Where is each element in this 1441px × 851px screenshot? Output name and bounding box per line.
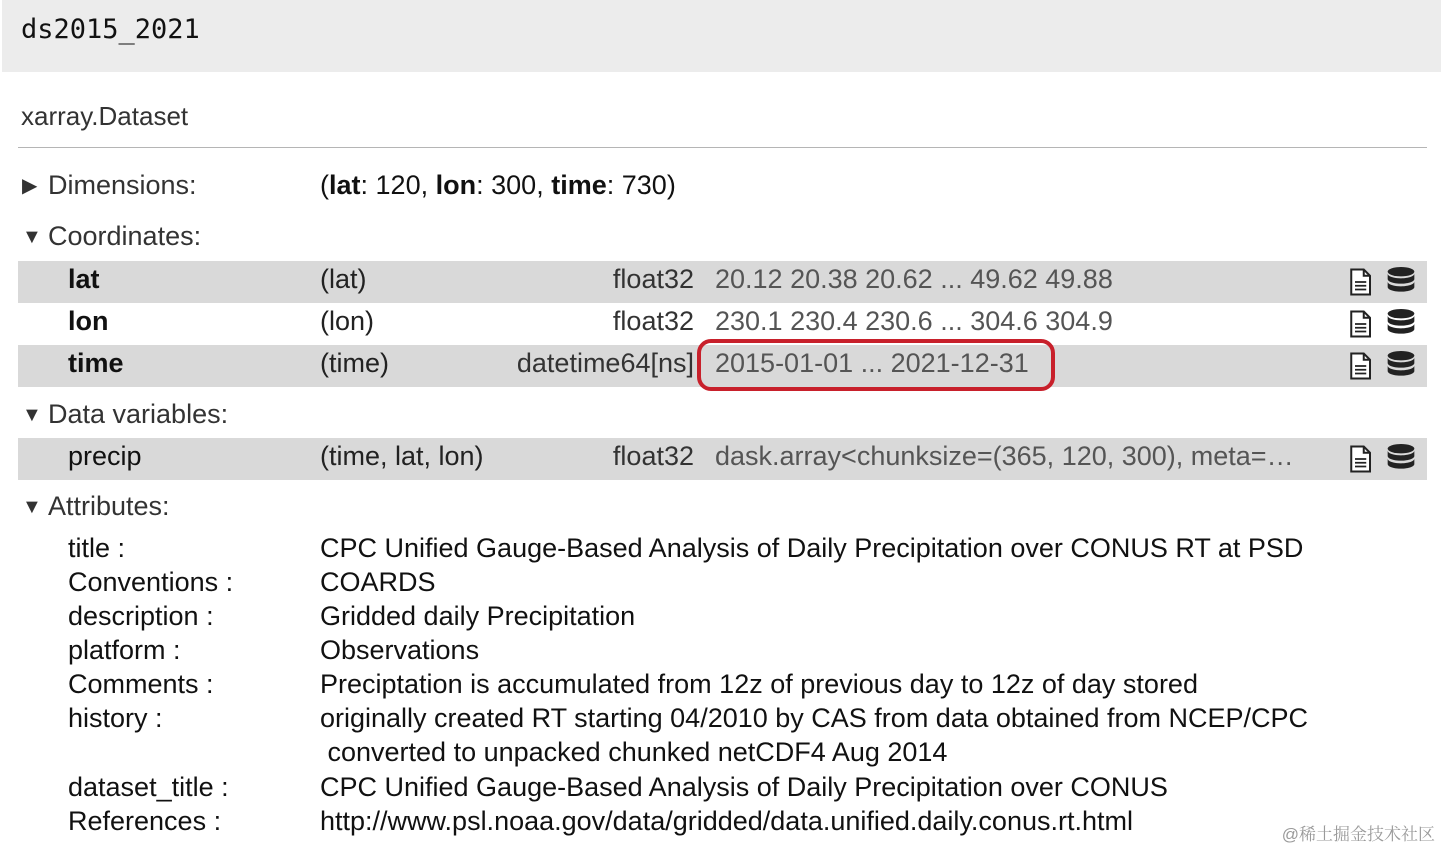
dim-sep: : <box>606 170 622 200</box>
var-icons <box>1345 349 1419 383</box>
doc-icon[interactable] <box>1345 444 1375 474</box>
dim-value: 300 <box>491 170 537 200</box>
var-dims: (time) <box>320 348 389 378</box>
doc-icon[interactable] <box>1345 309 1375 339</box>
dim-value: 730 <box>621 170 667 200</box>
var-dtype: float32 <box>612 441 694 471</box>
section-attributes-label: Attributes: <box>48 491 170 521</box>
section-attributes[interactable] <box>22 488 170 524</box>
section-dimensions[interactable] <box>22 167 197 203</box>
dim-name: lat <box>329 170 361 200</box>
attr-value: COARDS <box>320 567 436 597</box>
watermark: @稀土掘金技术社区 <box>1281 825 1435 844</box>
var-icons <box>1345 265 1419 299</box>
doc-icon[interactable] <box>1345 267 1375 297</box>
attr-value: CPC Unified Gauge-Based Analysis of Daily Precipitation over CONUS RT at PSD <box>320 533 1304 563</box>
var-dtype: float32 <box>612 306 694 336</box>
highlight-annotation <box>697 339 1055 391</box>
var-dtype: float32 <box>612 264 694 294</box>
doc-icon[interactable] <box>1345 351 1375 381</box>
var-name: precip <box>68 441 142 471</box>
attr-key: Comments : <box>68 669 214 699</box>
dim-name: time <box>551 170 607 200</box>
dims-close-paren: ) <box>666 170 676 200</box>
code-cell[interactable] <box>2 0 1441 72</box>
dim-sep: : <box>476 170 492 200</box>
database-icon[interactable] <box>1385 307 1417 339</box>
attr-key: history : <box>68 703 163 733</box>
var-name: lat <box>68 264 100 294</box>
var-icons <box>1345 442 1419 476</box>
code-text: ds2015_2021 <box>21 14 200 45</box>
dim-value: 120 <box>375 170 421 200</box>
database-icon[interactable] <box>1385 442 1417 474</box>
var-name: lon <box>68 306 109 336</box>
var-dims: (time, lat, lon) <box>320 441 484 471</box>
section-coordinates[interactable] <box>22 218 201 254</box>
attr-key: Conventions : <box>68 567 234 597</box>
attr-key: platform : <box>68 635 181 665</box>
collapse-arrow-icon: ▼ <box>22 404 42 426</box>
section-data-variables[interactable] <box>22 396 228 432</box>
var-name: time <box>68 348 124 378</box>
collapse-arrow-icon: ▼ <box>22 496 42 518</box>
section-coordinates-label: Coordinates: <box>48 221 202 251</box>
attr-value: Preciptation is accumulated from 12z of previous day to 12z of day stored <box>320 669 1198 699</box>
attr-value: Gridded daily Precipitation <box>320 601 636 631</box>
dim-trail: , <box>536 170 552 200</box>
var-icons <box>1345 307 1419 341</box>
collapse-arrow-icon: ▼ <box>22 226 42 248</box>
dim-trail: , <box>420 170 436 200</box>
var-dtype: datetime64[ns] <box>516 348 694 378</box>
data-var-row-precip[interactable] <box>18 438 1427 480</box>
attr-value: Observations <box>320 635 480 665</box>
section-data-variables-label: Data variables: <box>48 399 229 429</box>
var-dims: (lat) <box>320 264 367 294</box>
database-icon[interactable] <box>1385 349 1417 381</box>
database-icon[interactable] <box>1385 265 1417 297</box>
section-dimensions-label: Dimensions: <box>48 170 197 200</box>
dimensions-summary <box>320 167 676 203</box>
var-preview: 20.12 20.38 20.62 ... 49.62 49.88 <box>715 264 1113 294</box>
attr-value: http://www.psl.noaa.gov/data/gridded/data.unified.daily.conus.rt.html <box>320 806 1133 836</box>
attr-value-continuation: converted to unpacked chunked netCDF4 Aug 2014 <box>320 737 948 767</box>
object-type: xarray.Dataset <box>21 101 189 131</box>
dim-name: lon <box>435 170 477 200</box>
attr-value: originally created RT starting 04/2010 by CAS from data obtained from NCEP/CPC <box>320 703 1308 733</box>
expand-arrow-icon: ▶ <box>22 175 38 197</box>
dim-sep: : <box>360 170 376 200</box>
var-preview: 230.1 230.4 230.6 ... 304.6 304.9 <box>715 306 1113 336</box>
attr-key: References : <box>68 806 222 836</box>
coord-row-lat[interactable] <box>18 261 1427 303</box>
attr-key: dataset_title : <box>68 772 229 802</box>
header-divider <box>18 147 1427 148</box>
attr-key: title : <box>68 533 126 563</box>
dims-open-paren: ( <box>320 170 329 200</box>
var-preview: dask.array<chunksize=(365, 120, 300), meta=… <box>715 441 1294 471</box>
var-preview: 2015-01-01 ... 2021-12-31 <box>715 348 1029 378</box>
attr-key: description : <box>68 601 214 631</box>
var-dims: (lon) <box>320 306 375 336</box>
attr-value: CPC Unified Gauge-Based Analysis of Daily Precipitation over CONUS <box>320 772 1168 802</box>
